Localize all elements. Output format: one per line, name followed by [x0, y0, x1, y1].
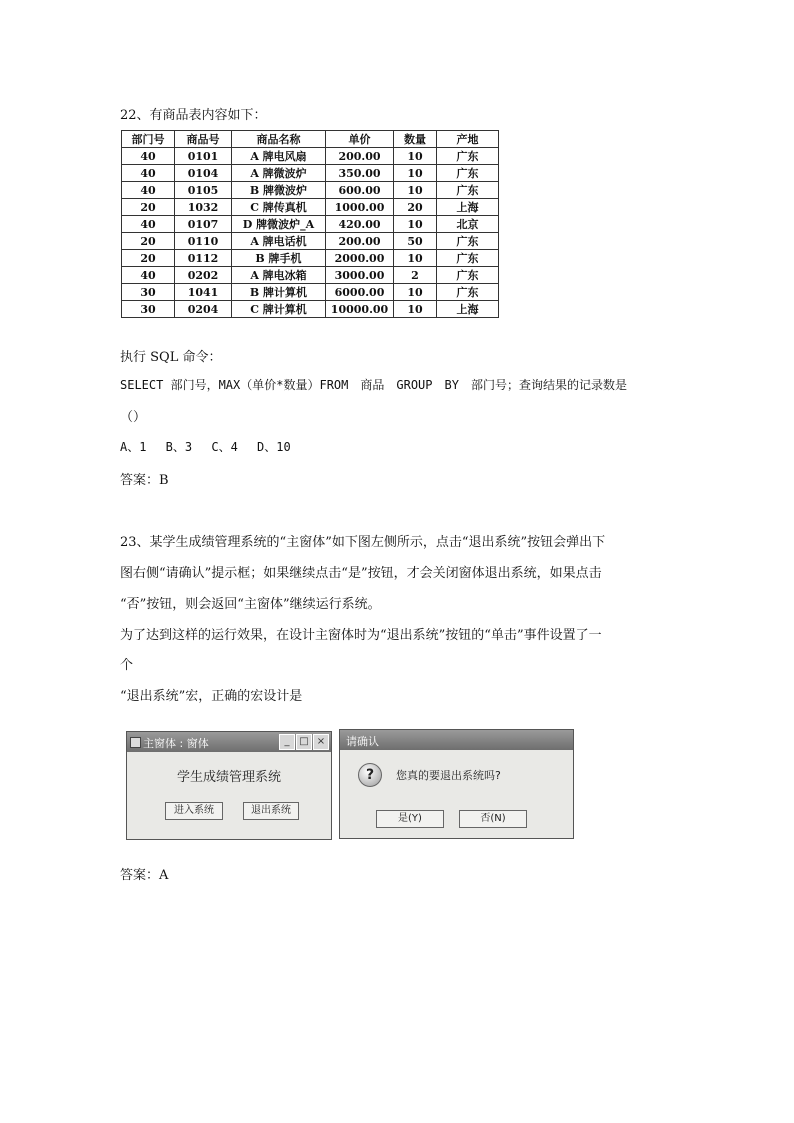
confirm-dialog-screenshot	[339, 729, 574, 839]
q23-text-line2: 图右侧“请确认”提示框；如果继续点击“是”按钮，才会关闭窗体退出系统，如果点击	[120, 566, 602, 581]
table-cell: 10	[394, 284, 437, 301]
column-header: 商品名称	[232, 131, 326, 148]
q23-answer: 答案：A	[120, 868, 169, 883]
table-cell: 50	[394, 233, 437, 250]
table-row	[122, 148, 499, 165]
table-cell: 0112	[175, 250, 232, 267]
table-cell: 420.00	[326, 216, 394, 233]
table-cell: 上海	[437, 199, 499, 216]
table-cell: 广东	[437, 267, 499, 284]
minimize-icon: _	[279, 734, 295, 750]
goods-table	[121, 130, 499, 318]
table-cell: A 牌电冰箱	[232, 267, 326, 284]
table-row	[122, 233, 499, 250]
table-cell: A 牌电风扇	[232, 148, 326, 165]
table-cell: 30	[122, 301, 175, 318]
table-cell: 0105	[175, 182, 232, 199]
sql-blank: （）	[120, 410, 147, 425]
table-cell: 广东	[437, 165, 499, 182]
table-header-row	[122, 131, 499, 148]
table-cell: 20	[394, 199, 437, 216]
table-cell: 2000.00	[326, 250, 394, 267]
table-cell: 广东	[437, 284, 499, 301]
close-icon: ×	[313, 734, 329, 750]
table-cell: 20	[122, 233, 175, 250]
column-header: 产地	[437, 131, 499, 148]
table-cell: 0202	[175, 267, 232, 284]
table-row	[122, 199, 499, 216]
table-cell: 30	[122, 284, 175, 301]
table-cell: 350.00	[326, 165, 394, 182]
table-row	[122, 284, 499, 301]
yes-button: 是(Y)	[376, 810, 444, 828]
table-cell: 广东	[437, 148, 499, 165]
table-cell: D 牌微波炉_A	[232, 216, 326, 233]
q22-options: A、1 B、3 C、4 D、10	[120, 440, 291, 454]
table-cell: 北京	[437, 216, 499, 233]
sql-intro: 执行 SQL 命令：	[120, 350, 222, 365]
table-cell: C 牌传真机	[232, 199, 326, 216]
table-cell: 上海	[437, 301, 499, 318]
table-cell: 200.00	[326, 148, 394, 165]
table-cell: 10	[394, 216, 437, 233]
q23-text-line1: 23、某学生成绩管理系统的“主窗体”如下图左侧所示，点击“退出系统”按钮会弹出下	[120, 535, 606, 550]
table-cell: 广东	[437, 233, 499, 250]
table-cell: 0110	[175, 233, 232, 250]
table-cell: 20	[122, 199, 175, 216]
table-cell: 40	[122, 165, 175, 182]
table-cell: A 牌微波炉	[232, 165, 326, 182]
table-cell: 1000.00	[326, 199, 394, 216]
table-cell: B 牌手机	[232, 250, 326, 267]
exit-system-button: 退出系统	[243, 802, 299, 820]
confirm-message: 您真的要退出系统吗?	[396, 769, 501, 782]
table-cell: 0104	[175, 165, 232, 182]
table-cell: A 牌电话机	[232, 233, 326, 250]
main-window-titlebar	[127, 732, 331, 752]
table-cell: 1041	[175, 284, 232, 301]
table-cell: C 牌计算机	[232, 301, 326, 318]
no-button: 否(N)	[459, 810, 527, 828]
table-row	[122, 301, 499, 318]
table-cell: B 牌微波炉	[232, 182, 326, 199]
table-cell: 0101	[175, 148, 232, 165]
main-window-title: 主窗体 : 窗体	[143, 737, 209, 750]
column-header: 数量	[394, 131, 437, 148]
table-cell: 广东	[437, 182, 499, 199]
table-cell: 1032	[175, 199, 232, 216]
table-cell: 10000.00	[326, 301, 394, 318]
table-cell: 10	[394, 148, 437, 165]
table-row	[122, 165, 499, 182]
confirm-dialog-titlebar	[340, 730, 573, 750]
table-row	[122, 182, 499, 199]
column-header: 商品号	[175, 131, 232, 148]
table-cell: 0107	[175, 216, 232, 233]
table-cell: 10	[394, 250, 437, 267]
q22-title: 22、有商品表内容如下：	[120, 108, 267, 123]
sql-command: SELECT 部门号，MAX（单价*数量）FROM 商品 GROUP BY 部门号；查询结果的记录数是	[120, 378, 627, 392]
table-cell: 0204	[175, 301, 232, 318]
table-cell: 20	[122, 250, 175, 267]
table-cell: 3000.00	[326, 267, 394, 284]
maximize-icon: □	[296, 734, 312, 750]
table-cell: 40	[122, 148, 175, 165]
table-row	[122, 216, 499, 233]
table-cell: 10	[394, 165, 437, 182]
q23-text-line5: 个	[120, 658, 134, 673]
table-row	[122, 250, 499, 267]
question-icon: ?	[358, 763, 382, 787]
table-cell: 6000.00	[326, 284, 394, 301]
table-cell: 40	[122, 267, 175, 284]
table-cell: 广东	[437, 250, 499, 267]
q23-text-line4: 为了达到这样的运行效果，在设计主窗体时为“退出系统”按钮的“单击”事件设置了一	[120, 628, 602, 643]
window-icon	[130, 737, 141, 748]
table-cell: 200.00	[326, 233, 394, 250]
column-header: 部门号	[122, 131, 175, 148]
confirm-dialog-title: 请确认	[346, 735, 379, 748]
main-window-heading: 学生成绩管理系统	[176, 770, 281, 785]
table-row	[122, 267, 499, 284]
table-cell: 40	[122, 216, 175, 233]
q23-text-line6: “退出系统”宏，正确的宏设计是	[120, 689, 303, 704]
q22-answer: 答案：B	[120, 473, 169, 488]
table-cell: 10	[394, 301, 437, 318]
q23-text-line3: “否”按钮，则会返回“主窗体”继续运行系统。	[120, 597, 381, 612]
table-cell: 40	[122, 182, 175, 199]
column-header: 单价	[326, 131, 394, 148]
table-cell: B 牌计算机	[232, 284, 326, 301]
table-cell: 10	[394, 182, 437, 199]
enter-system-button: 进入系统	[165, 802, 223, 820]
table-cell: 2	[394, 267, 437, 284]
main-window-screenshot	[126, 731, 332, 840]
table-cell: 600.00	[326, 182, 394, 199]
